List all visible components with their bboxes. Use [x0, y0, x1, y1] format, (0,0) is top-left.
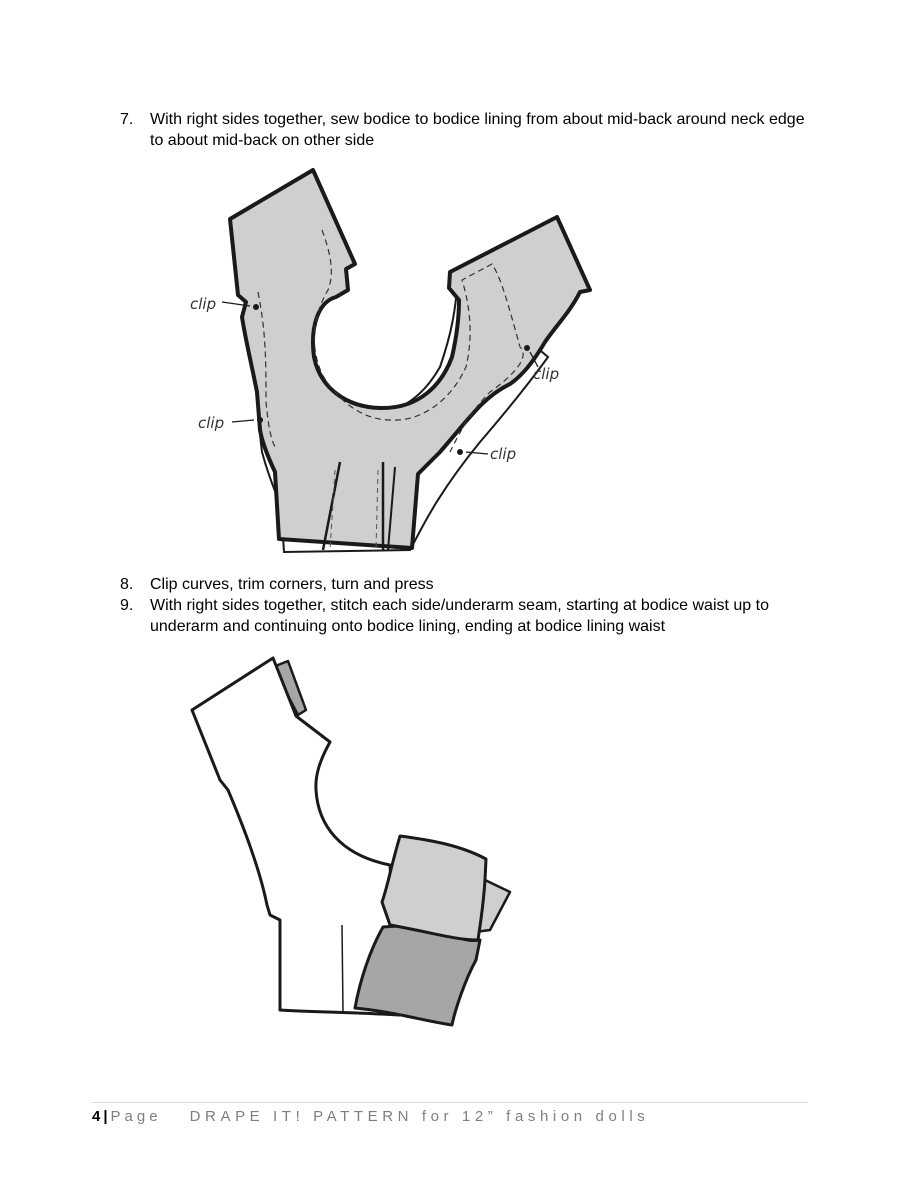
clip-dot — [257, 417, 263, 423]
page-number: 4 — [92, 1108, 101, 1125]
step-9 — [120, 595, 810, 637]
bodice-lining-drawing — [150, 152, 610, 572]
step-number: 7. — [120, 111, 134, 128]
clip-dot — [457, 449, 463, 455]
clip-dot — [253, 304, 259, 310]
clip-pointer — [466, 452, 488, 454]
step-number: 9. — [120, 597, 134, 614]
step-text: Clip curves, trim corners, turn and press — [150, 576, 434, 593]
clip-label: clip — [533, 365, 560, 383]
clip-pointer — [232, 420, 254, 422]
document-title: DRAPE IT! PATTERN for 12” fashion dolls — [189, 1108, 650, 1125]
step-number: 8. — [120, 576, 134, 593]
footer-separator: | — [103, 1108, 108, 1125]
clip-dot — [524, 345, 530, 351]
bodice-piece — [230, 170, 590, 548]
clip-label: clip — [490, 445, 517, 463]
clip-label: clip — [190, 295, 217, 313]
side-seam-line — [342, 925, 343, 1012]
page-footer — [92, 1102, 808, 1125]
step-8 — [120, 574, 810, 595]
step-7 — [120, 109, 810, 151]
side-seam-drawing — [150, 640, 550, 1035]
step-text: With right sides together, sew bodice to bodice lining from about mid-back around neck edge to about mid-back on other side — [150, 111, 805, 149]
lining-light-panel — [382, 836, 486, 940]
clip-label: clip — [198, 414, 225, 432]
step-text: With right sides together, stitch each side/underarm seam, starting at bodice waist up to underarm and continuing onto bodice lining, ending at bodice lining waist — [150, 597, 769, 635]
side-seam-illustration — [150, 640, 550, 1035]
page-label: Page — [110, 1108, 162, 1125]
bodice-lining-illustration — [150, 152, 610, 572]
